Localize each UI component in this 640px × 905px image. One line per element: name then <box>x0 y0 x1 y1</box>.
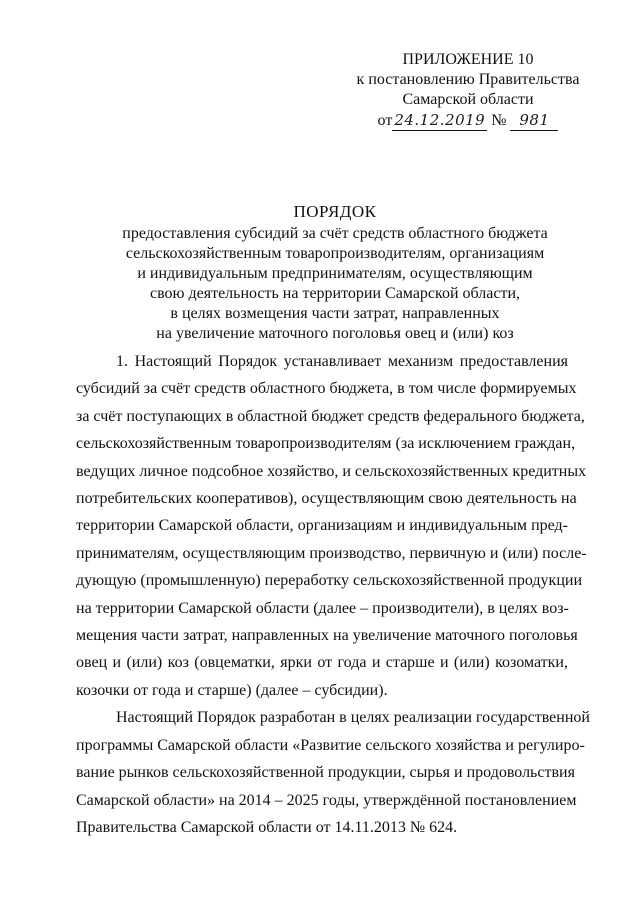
handwritten-number: 981 <box>510 110 558 131</box>
paragraph-line: программы Самарской области «Развитие сельского хозяйства и регулиро- <box>76 736 585 754</box>
date-prefix: от <box>377 112 393 129</box>
paragraph-line: принимателям, осуществляющим производство, первичную и (или) после- <box>76 544 587 562</box>
paragraph-line: субсидий за счёт средств областного бюджета, в том числе формируемых <box>76 380 577 398</box>
paragraph-line: Настоящий Порядок разработан в целях реализации государственной <box>116 709 590 727</box>
paragraph-line: Правительства Самарской области от 14.11.2013 № 624. <box>76 818 458 836</box>
title-line: в целях возмещения части затрат, направленных <box>170 305 500 322</box>
annex-line-1: к постановлению Правительства <box>356 71 580 88</box>
annex-line-2: Самарской области <box>402 91 534 108</box>
title-line: сельскохозяйственным товаропроизводителям, организациям <box>125 245 545 262</box>
paragraph-line: сельскохозяйственным товаропроизводителям (за исключением граждан, <box>76 435 576 453</box>
paragraph-line: козочки от года и старше) (далее – субсидии). <box>76 681 388 699</box>
paragraph-1 <box>76 348 587 704</box>
annex-reference <box>318 110 618 131</box>
document-title <box>90 202 580 344</box>
annex-title: ПРИЛОЖЕНИЕ 10 <box>402 51 534 68</box>
paragraph-line: Самарской области» на 2014 – 2025 годы, утверждённой постановлением <box>76 791 577 809</box>
paragraph-line: дующую (промышленную) переработку сельскохозяйственной продукции <box>76 572 582 590</box>
document-body <box>76 348 590 841</box>
handwritten-date: 24.12.2019 <box>394 111 486 129</box>
title-heading: ПОРЯДОК <box>293 202 377 221</box>
title-line: свою деятельность на территории Самарской области, <box>149 285 521 302</box>
number-prefix: № <box>491 112 507 129</box>
paragraph-line: 1. Настоящий Порядок устанавливает механизм предоставления <box>116 353 568 370</box>
paragraph-line: вание рынков сельскохозяйственной продукции, сырья и продовольствия <box>76 764 575 782</box>
annex-block <box>318 50 618 131</box>
title-line: и индивидуальным предпринимателям, осуществляющим <box>137 265 533 282</box>
paragraph-line: мещения части затрат, направленных на увеличение маточного поголовья <box>76 627 578 645</box>
title-line: предоставления субсидий за счёт средств областного бюджета <box>122 225 548 242</box>
paragraph-line: на территории Самарской области (далее – производители), в целях воз- <box>76 599 569 617</box>
paragraph-2 <box>76 704 590 841</box>
title-line: на увеличение маточного поголовья овец и (или) коз <box>156 325 514 342</box>
paragraph-line: овец и (или) коз (овцематки, ярки от года и старше и (или) козоматки, <box>76 654 568 672</box>
paragraph-line: ведущих личное подсобное хозяйство, и сельскохозяйственных кредитных <box>76 462 587 480</box>
paragraph-line: потребительских кооперативов), осуществляющим свою деятельность на <box>76 490 577 508</box>
paragraph-line: за счёт поступающих в областной бюджет средств федерального бюджета, <box>76 407 585 425</box>
paragraph-line: территории Самарской области, организациям и индивидуальным пред- <box>76 517 568 535</box>
